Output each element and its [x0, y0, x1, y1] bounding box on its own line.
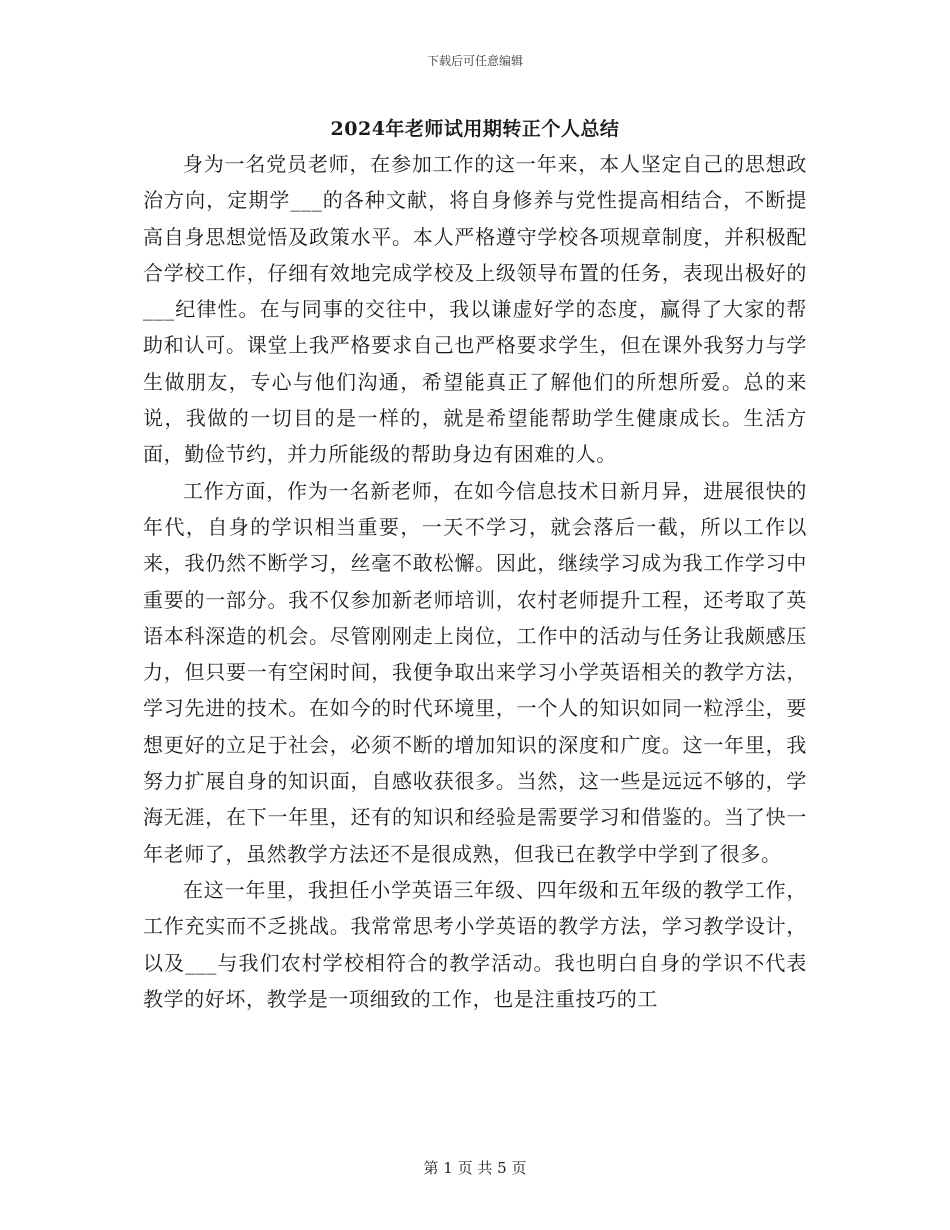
page-indicator: 第 1 页 共 5 页 [423, 1159, 527, 1177]
document-body [143, 146, 807, 1017]
paragraph-3: 在这一年里，我担任小学英语三年级、四年级和五年级的教学工作，工作充实而不乏挑战。我常常思考小学英语的教学方法，学习教学设计，以及___与我们农村学校相符合的教学活动。我也明白自身的学识不代表教学的好坏，教学是一项细致的工作，也是注重技巧的工 [143, 877, 807, 1011]
paragraph-2: 工作方面，作为一名新老师，在如今信息技术日新月异，进展很快的年代，自身的学识相当重要，一天不学习，就会落后一截，所以工作以来，我仍然不断学习，丝毫不敢松懈。因此，继续学习成为我工作学习中重要的一部分。我不仅参加新老师培训，农村老师提升工程，还考取了英语本科深造的机会。尽管刚刚走上岗位，工作中的活动与任务让我颇感压力，但只要一有空闲时间，我便争取出来学习小学英语相关的教学方法，学习先进的技术。在如今的时代环境里，一个人的知识如同一粒浮尘，要想更好的立足于社会，必须不断的增加知识的深度和广度。这一年里，我努力扩展自身的知识面，自感收获很多。当然，这一些是远远不够的，学海无涯，在下一年里，还有的知识和经验是需要学习和借鉴的。当了快一年老师了，虽然教学方法还不是很成熟，但我已在教学中学到了很多。 [143, 478, 807, 866]
header-note: 下载后可任意编辑 [426, 54, 523, 68]
document-title: 2024年老师试用期转正个人总结 [330, 118, 620, 140]
paragraph-1: 身为一名党员老师，在参加工作的这一年来，本人坚定自己的思想政治方向，定期学___的各种文献，将自身修养与党性提高相结合，不断提高自身思想觉悟及政策水平。本人严格遵守学校各项规章制度，并积极配合学校工作，仔细有效地完成学校及上级领导布置的任务，表现出极好的___纪律性。在与同事的交往中，我以谦虚好学的态度，赢得了大家的帮助和认可。课堂上我严格要求自己也严格要求学生，但在课外我努力与学生做朋友，专心与他们沟通，希望能真正了解他们的所想所爱。总的来说，我做的一切目的是一样的，就是希望能帮助学生健康成长。生活方面，勤俭节约，并力所能级的帮助身边有困难的人。 [143, 152, 807, 467]
